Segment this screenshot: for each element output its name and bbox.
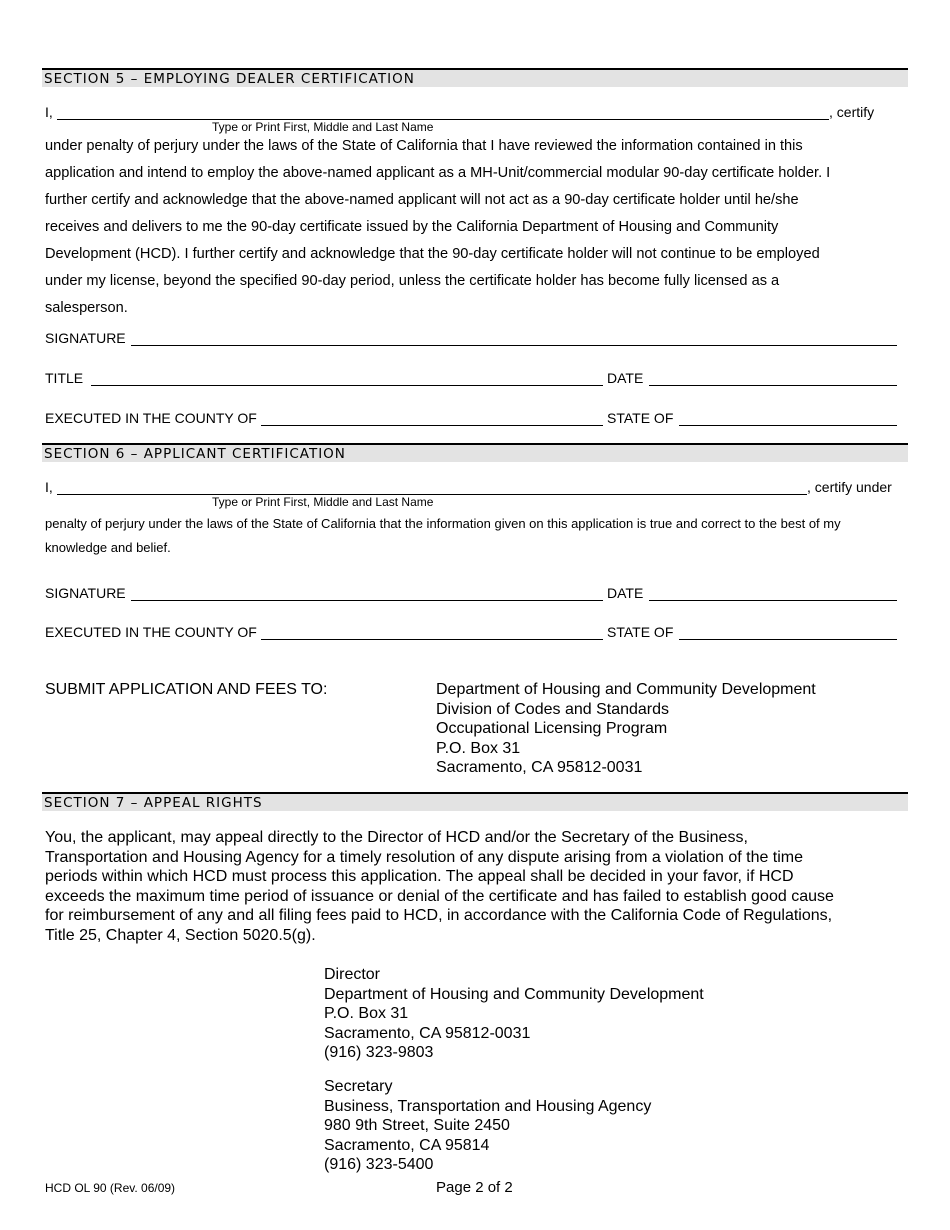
address-line: Occupational Licensing Program [436, 720, 668, 738]
section-7-header [42, 792, 908, 811]
paragraph-line: Transportation and Housing Agency for a timely resolution of any dispute arising from a violation of the time [45, 848, 804, 866]
address-line: Secretary [324, 1078, 393, 1095]
address-line: Business, Transportation and Housing Agency [324, 1097, 652, 1115]
section-5-header [42, 68, 908, 87]
paragraph-line: penalty of perjury under the laws of the State of California that the information given on this application is true and correct to the best of my [45, 516, 841, 531]
paragraph-line: periods within which HCD must process this application. The appeal shall be decided in your favor, if HCD [45, 868, 794, 886]
address-line: P.O. Box 31 [436, 739, 521, 757]
s6-signature-field[interactable] [131, 600, 603, 601]
paragraph-line: Development (HCD). I further certify and acknowledge that the 90-day certificate holder will not continue to be employed [45, 246, 820, 262]
s6-state-field[interactable] [679, 639, 897, 640]
s6-certification-paragraph [45, 512, 841, 560]
address-line: Division of Codes and Standards [436, 700, 670, 718]
paragraph-line: under my license, beyond the specified 90-day period, unless the certificate holder has become fully licensed as a [45, 273, 780, 289]
s6-signature-label: SIGNATURE [45, 585, 126, 601]
paragraph-line: application and intend to employ the above-named applicant as a MH-Unit/commercial modular 90-day certificate holder. I [45, 165, 831, 181]
address-line: Sacramento, CA 95814 [324, 1136, 490, 1154]
s6-county-label: EXECUTED IN THE COUNTY OF [45, 624, 257, 640]
s6-county-field[interactable] [261, 639, 603, 640]
s5-state-label: STATE OF [607, 410, 674, 426]
secretary-address [324, 1077, 651, 1175]
s5-signature-label: SIGNATURE [45, 330, 126, 346]
section-7-heading: SECTION 7 – APPEAL RIGHTS [44, 795, 263, 811]
address-line: Department of Housing and Community Development [436, 681, 816, 698]
s6-name-hint: Type or Print First, Middle and Last Name [212, 495, 434, 509]
appeal-rights-paragraph [45, 828, 834, 946]
paragraph-line: You, the applicant, may appeal directly to the Director of HCD and/or the Secretary of the Business, [45, 829, 748, 846]
section-6-heading: SECTION 6 – APPLICANT CERTIFICATION [44, 446, 346, 462]
address-line: Sacramento, CA 95812-0031 [436, 759, 643, 777]
director-address [324, 965, 704, 1063]
s5-date-field[interactable] [649, 385, 897, 386]
address-line: Director [324, 966, 381, 983]
address-line: P.O. Box 31 [324, 1005, 409, 1023]
paragraph-line: for reimbursement of any and all filing fees paid to HCD, in accordance with the California Code of Regulations, [45, 907, 833, 925]
address-line: Department of Housing and Community Development [324, 985, 704, 1003]
s5-date-label: DATE [607, 370, 644, 386]
s6-certify-text: , certify under [807, 479, 892, 495]
paragraph-line: receives and delivers to me the 90-day certificate issued by the California Department of Housing and Community [45, 219, 779, 235]
s5-county-field[interactable] [261, 425, 603, 426]
s5-county-label: EXECUTED IN THE COUNTY OF [45, 410, 257, 426]
s5-certify-text: , certify [829, 104, 875, 120]
s6-date-field[interactable] [649, 600, 897, 601]
paragraph-line: exceeds the maximum time period of issuance or denial of the certificate and has failed to establish good cause [45, 887, 834, 905]
address-line: 980 9th Street, Suite 2450 [324, 1117, 510, 1135]
submit-label: SUBMIT APPLICATION AND FEES TO: [45, 681, 328, 698]
submit-address [436, 680, 816, 778]
section-5-heading: SECTION 5 – EMPLOYING DEALER CERTIFICATION [44, 71, 415, 87]
s6-i-label: I, [45, 479, 53, 495]
s5-certification-paragraph [45, 133, 905, 322]
s6-date-label: DATE [607, 585, 644, 601]
paragraph-line: salesperson. [45, 300, 128, 316]
s5-title-field[interactable] [91, 385, 603, 386]
section-6-header [42, 443, 908, 462]
s5-name-hint: Type or Print First, Middle and Last Name [212, 120, 434, 134]
s5-title-label: TITLE [45, 370, 84, 386]
form-id: HCD OL 90 (Rev. 06/09) [45, 1181, 176, 1195]
paragraph-line: further certify and acknowledge that the above-named applicant will not act as a 90-day certificate holder until he/she [45, 192, 799, 208]
s5-state-field[interactable] [679, 425, 897, 426]
address-line: (916) 323-9803 [324, 1044, 434, 1062]
s5-signature-field[interactable] [131, 345, 897, 346]
s6-state-label: STATE OF [607, 624, 674, 640]
address-line: (916) 323-5400 [324, 1156, 434, 1174]
s5-name-field[interactable] [57, 119, 829, 120]
address-line: Sacramento, CA 95812-0031 [324, 1024, 531, 1042]
page-number: Page 2 of 2 [436, 1179, 513, 1196]
s5-i-label: I, [45, 104, 53, 120]
paragraph-line: Title 25, Chapter 4, Section 5020.5(g). [45, 926, 316, 944]
paragraph-line: knowledge and belief. [45, 540, 171, 555]
paragraph-line: under penalty of perjury under the laws of the State of California that I have reviewed the information contained in this [45, 138, 803, 154]
